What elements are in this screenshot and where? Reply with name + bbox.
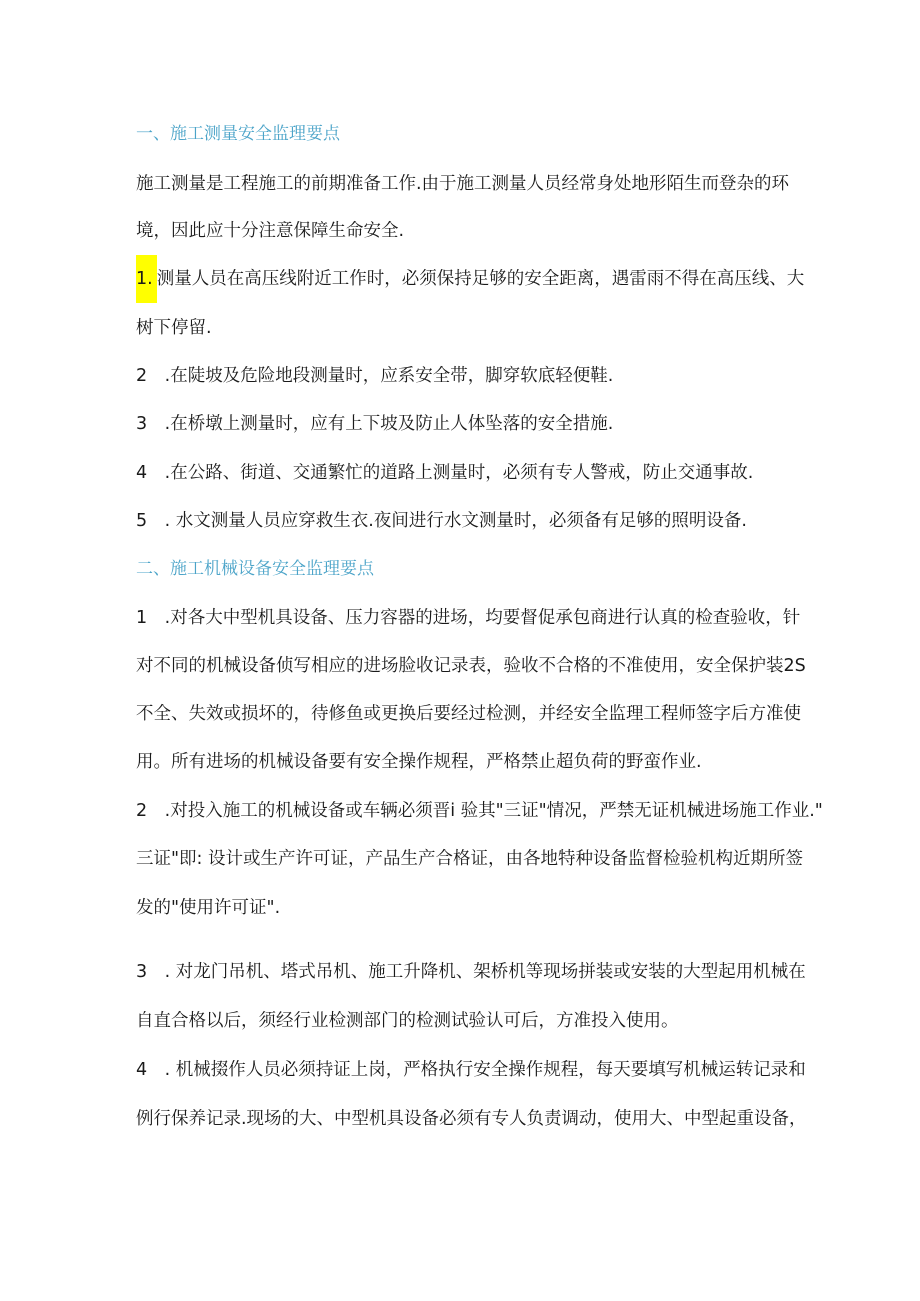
- section-2-item-2-line-3: 发的"使用许可证".: [136, 898, 281, 918]
- section-1-intro-line-1: 施工测量是工程施工的前期准备工作.由于施工测量人员经常身处地形陌生而登杂的环: [136, 174, 790, 194]
- section-1-item-2: 2 .在陡坡及危险地段测量时，应系安全带，脚穿软底轻便鞋.: [136, 366, 614, 386]
- section-2-item-1-line-1: 1 .对各大中型机具设备、压力容器的进场，均要督促承包商进行认真的检查验收，针: [136, 608, 801, 628]
- section-2-item-3-line-1: 3 . 对龙门吊机、塔式吊机、施工升降机、架桥机等现场拼装或安装的大型起用机械在: [136, 962, 806, 982]
- highlighted-item-number: 1.: [136, 255, 157, 303]
- section-1-item-1-text: 测量人员在高压线附近工作时，必须保持足够的安全距离，遇雷雨不得在高压线、大: [156, 269, 805, 289]
- section-2-heading: 二、施工机械设备安全监理要点: [136, 559, 374, 579]
- section-1-intro-line-2: 境，因此应十分注意保障生命安全.: [136, 221, 405, 241]
- section-2-item-2-line-1: 2 .对投入施工的机械设备或车辆必须晋i 验其"三证"情况，严禁无证机械进场施工作业.": [136, 801, 823, 821]
- section-1-item-5: 5 . 水文测量人员应穿救生衣.夜间进行水文测量时，必须备有足够的照明设备.: [136, 511, 747, 531]
- section-2-item-1-line-4: 用。所有进场的机械设备要有安全操作规程，严格禁止超负荷的野蛮作业.: [136, 752, 702, 772]
- section-2-item-4-line-1: 4 . 机械掇作人员必须持证上岗，严格执行安全操作规程，每天要填写机械运转记录和: [136, 1060, 806, 1080]
- section-2-item-1-line-3: 不全、失效或损坏的，待修鱼或更换后要经过检测，并经安全监理工程师签字后方准使: [136, 704, 801, 724]
- section-1-item-1-line-2: 树下停留.: [136, 318, 212, 338]
- section-2-item-4-line-2: 例行保养记录.现场的大、中型机具设备必须有专人负责调动，使用大、中型起重设备，: [136, 1109, 807, 1129]
- section-1-heading: 一、施工测量安全监理要点: [136, 124, 340, 144]
- section-2-item-3-line-2: 自直合格以后，须经行业检测部门的检测试验认可后，方准投入使用。: [136, 1011, 679, 1031]
- section-1-item-1-line-1: [136, 267, 805, 291]
- section-1-item-3: 3 .在桥墩上测量时，应有上下坡及防止人体坠落的安全措施.: [136, 414, 614, 434]
- section-2-item-2-line-2: 三证"即: 设计或生产许可证，产品生产合格证，由各地特种设备监督检验机构近期所签: [136, 849, 804, 869]
- section-2-item-1-line-2: 对不同的机械设备侦写相应的进场脸收记录表，验收不合格的不准使用，安全保护装2S: [136, 656, 806, 676]
- section-1-item-4: 4 .在公路、街道、交通繁忙的道路上测量时，必须有专人警戒，防止交通事故.: [136, 463, 754, 483]
